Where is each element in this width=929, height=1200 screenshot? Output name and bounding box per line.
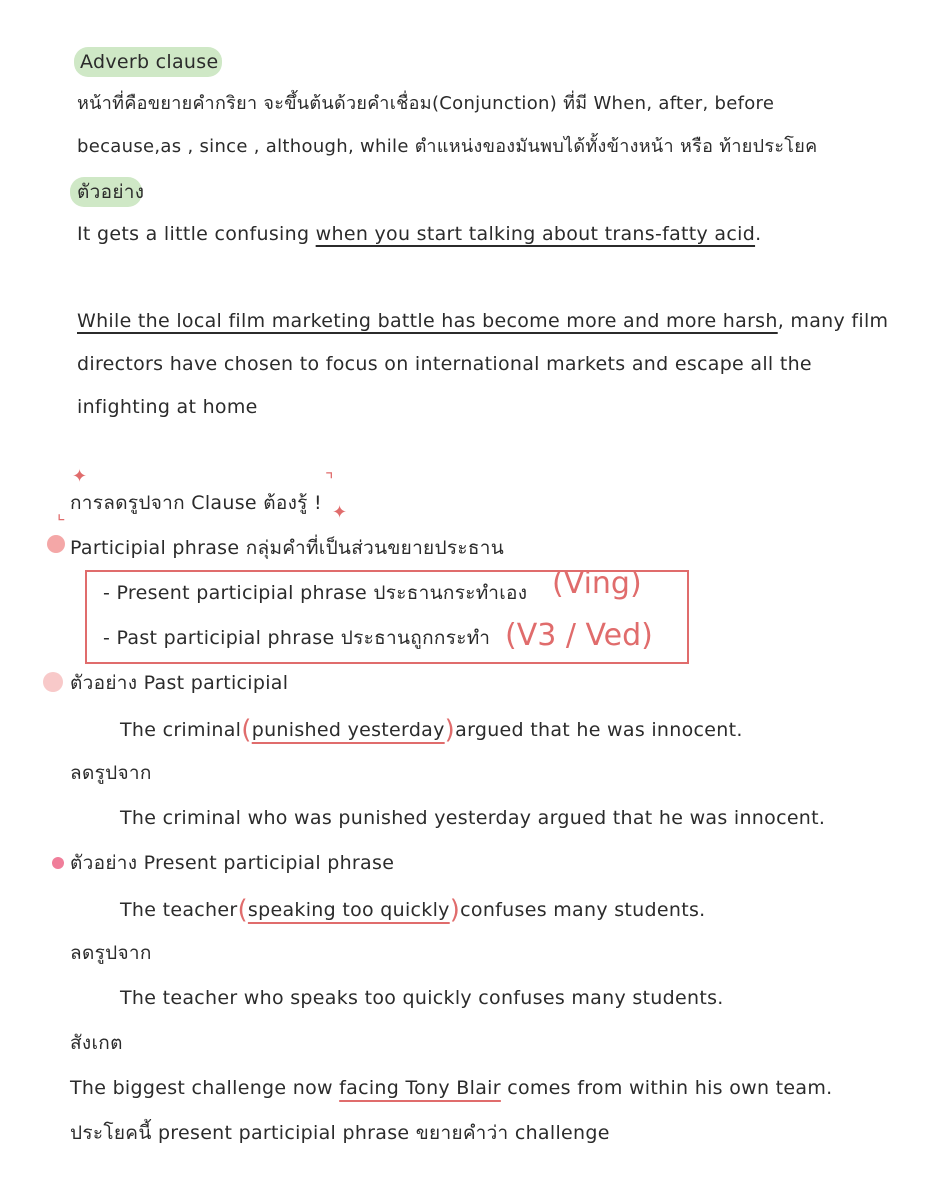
example-sentence-2-line-1 (77, 308, 888, 334)
past-participial-phrase: punished yesterday (251, 719, 445, 741)
example-1-adverb-clause: when you start talking about trans-fatty acid (315, 223, 756, 245)
observe-sentence (70, 1075, 832, 1101)
present-participial-phrase: speaking too quickly (247, 899, 450, 921)
open-paren-mark: ( (241, 715, 252, 745)
observe-label: สังเกต (70, 1032, 123, 1054)
sparkle-icon-right: ✦ (332, 502, 348, 523)
example-1-suffix: . (755, 223, 762, 245)
past-example-subject: The criminal (120, 719, 242, 741)
open-paren-mark: ( (237, 895, 248, 925)
reduced-from-label-1: ลดรูปจาก (70, 762, 152, 784)
past-participle-note: (V3 / Ved) (505, 618, 653, 653)
bracket-corner-icon-right: ⌝ (325, 470, 334, 491)
bullet-dot (52, 857, 64, 869)
sparkle-icon: ✦ (72, 466, 88, 487)
bullet-dot (43, 672, 63, 692)
bullet-dot (47, 535, 65, 553)
present-participial-example (120, 895, 706, 923)
definition-line-2: because,as , since , although, while ตำแหน่งของมันพบได้ทั้งข้างหน้า หรือ ท้ายประโยค (77, 136, 818, 157)
observe-suffix: comes from within his own team. (500, 1077, 833, 1099)
example-2-adverb-clause: While the local film marketing battle has become more and more harsh (77, 310, 778, 332)
present-example-subject: The teacher (120, 899, 238, 921)
present-participial-example-label: ตัวอย่าง Present participial phrase (70, 852, 395, 874)
past-participial-example-label: ตัวอย่าง Past participial (70, 672, 289, 694)
past-full-clause-sentence: The criminal who was punished yesterday argued that he was innocent. (120, 807, 826, 829)
present-example-predicate: confuses many students. (460, 899, 706, 921)
reduced-from-label-2: ลดรูปจาก (70, 942, 152, 964)
bracket-corner-icon: ⌞ (57, 503, 66, 524)
observe-note: ประโยคนี้ present participial phrase ขยายคำว่า challenge (70, 1122, 610, 1144)
past-example-predicate: argued that he was innocent. (455, 719, 743, 741)
past-participial-example (120, 715, 743, 743)
example-1-prefix: It gets a little confusing (77, 223, 316, 245)
example-sentence-2-line-2: directors have chosen to focus on international markets and escape all the (77, 353, 812, 375)
example-2-suffix: , many film (777, 310, 889, 332)
participial-phrase-heading: Participial phrase กลุ่มคำที่เป็นส่วนขยายประธาน (70, 537, 505, 559)
present-full-clause-sentence: The teacher who speaks too quickly confuses many students. (120, 987, 724, 1009)
observe-prefix: The biggest challenge now (70, 1077, 340, 1099)
past-participial-item: - Past participial phrase ประธานถูกกระทำ (103, 627, 491, 649)
present-participial-item: - Present participial phrase ประธานกระทำเอง (103, 582, 528, 604)
reduction-title: การลดรูปจาก Clause ต้องรู้ ! (70, 492, 322, 514)
section-heading-adverb-clause: Adverb clause (80, 51, 219, 73)
example-sentence-2-line-3: infighting at home (77, 396, 258, 418)
observe-participial-phrase: facing Tony Blair (339, 1077, 501, 1099)
example-label: ตัวอย่าง (77, 181, 145, 203)
example-sentence-1 (77, 221, 761, 247)
definition-line-1: หน้าที่คือขยายคำกริยา จะขึ้นต้นด้วยคำเชื่อม(Conjunction) ที่มี When, after, before (77, 93, 775, 114)
close-paren-mark: ) (449, 895, 461, 925)
close-paren-mark: ) (444, 715, 456, 745)
present-participle-note: (Ving) (552, 566, 642, 601)
